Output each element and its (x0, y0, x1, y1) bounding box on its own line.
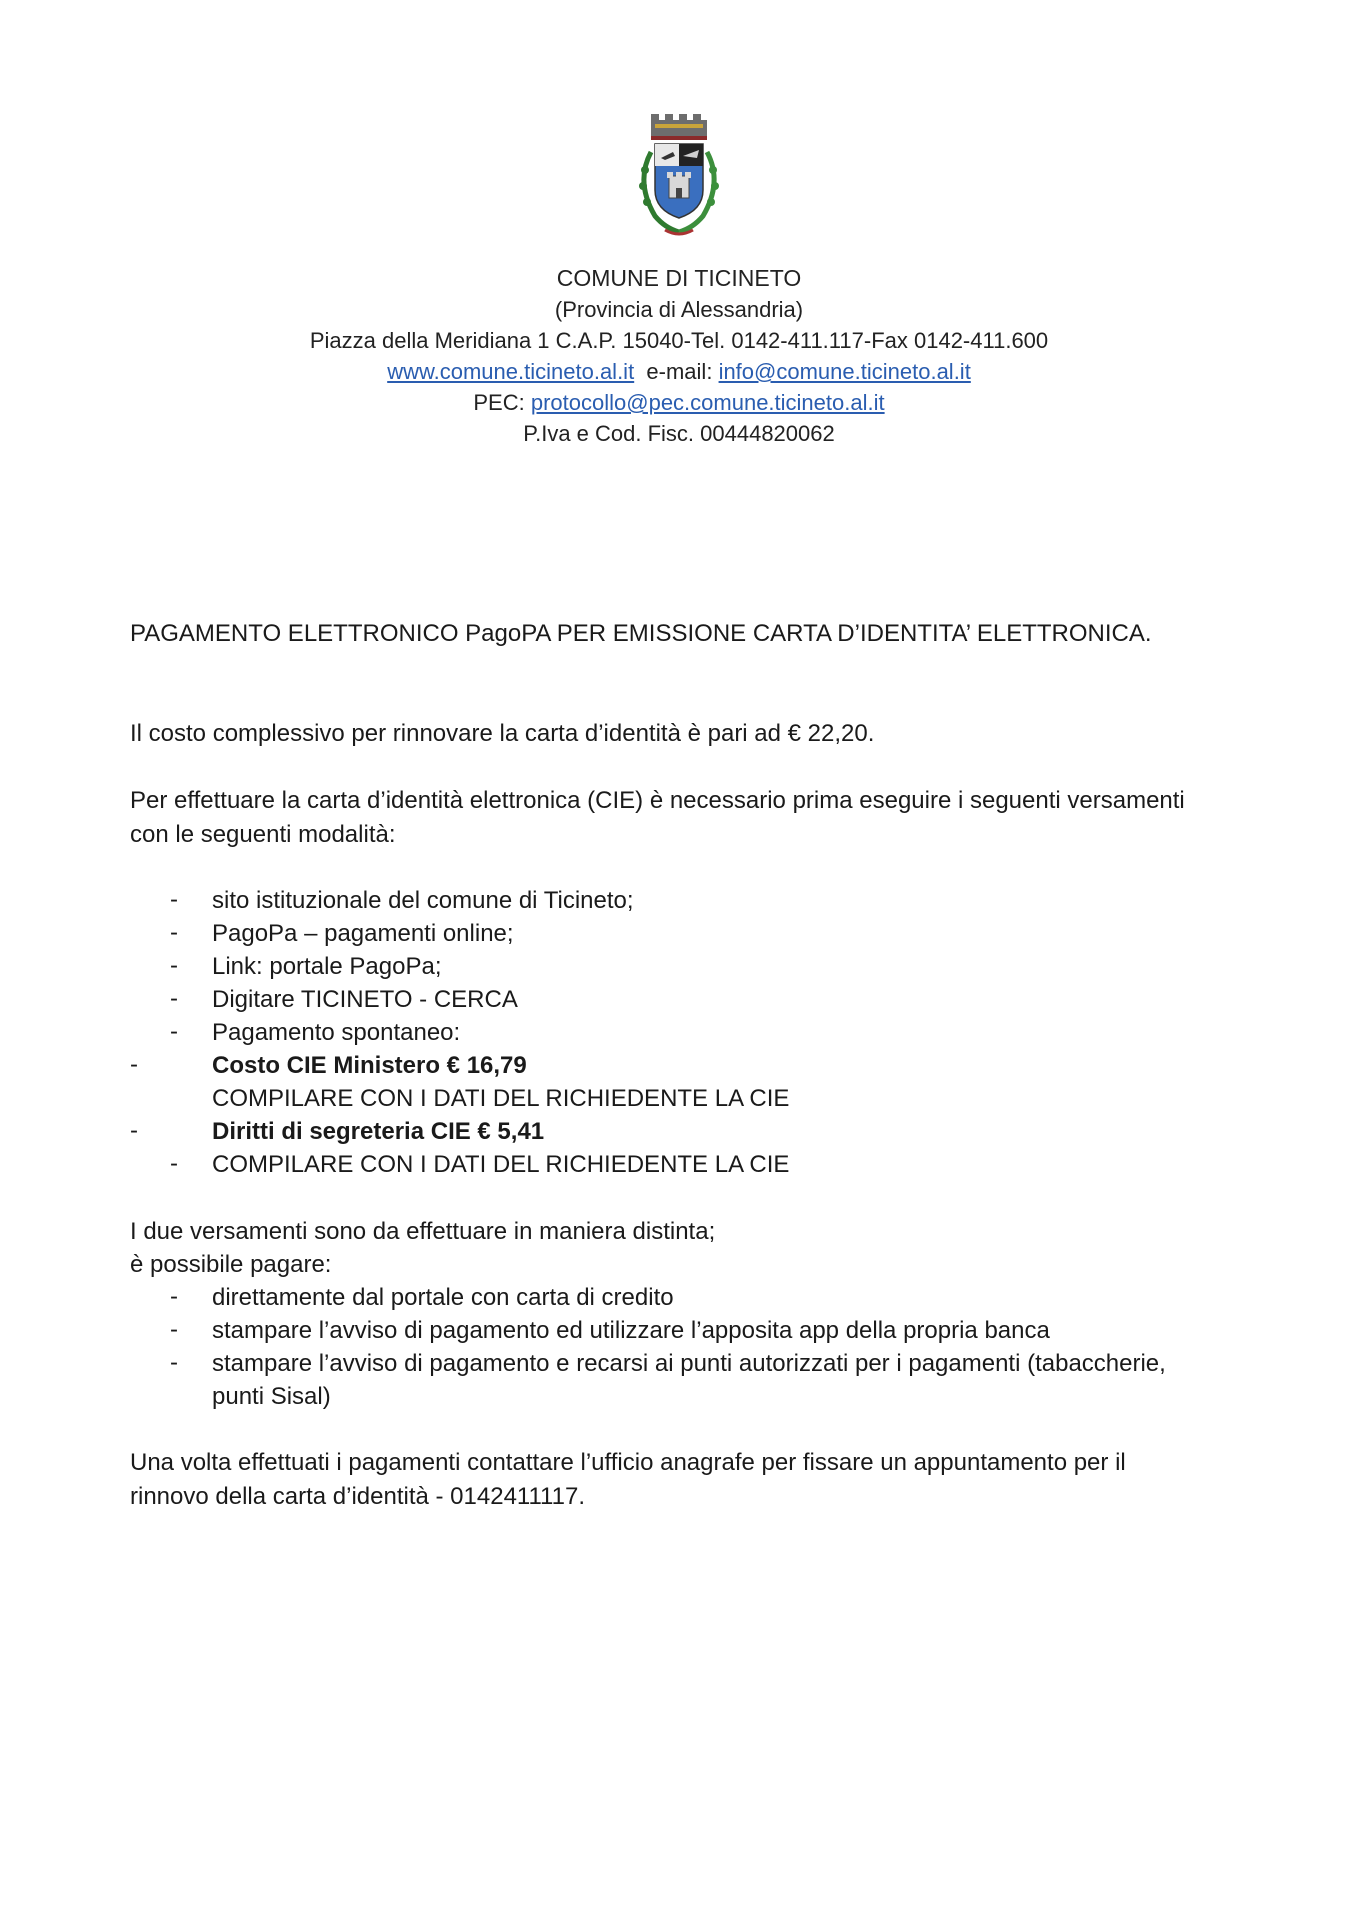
list-item: Pagamento spontaneo: (212, 1019, 461, 1046)
pec-label: PEC: (473, 390, 525, 415)
payment-2-title: Diritti di segreteria CIE € 5,41 (212, 1118, 545, 1145)
list-item: stampare l’avviso di pagamento ed utilizzare l’apposita app della propria banca (212, 1317, 1050, 1344)
pec-link[interactable]: protocollo@pec.comune.ticineto.al.it (530, 390, 885, 415)
intro-line-2: con le seguenti modalità: (130, 821, 396, 848)
list-bullet: - (170, 1349, 178, 1376)
payment-1-title: Costo CIE Ministero € 16,79 (212, 1052, 527, 1079)
list-bullet: - (170, 919, 178, 946)
possible-pay: è possibile pagare: (130, 1251, 332, 1278)
pec-line (0, 387, 1358, 418)
closing-line-2: rinnovo della carta d’identità - 0142411117. (130, 1483, 585, 1510)
list-item: Digitare TICINETO - CERCA (212, 986, 518, 1013)
email-link[interactable]: info@comune.ticineto.al.it (718, 359, 971, 384)
letterhead (0, 263, 1358, 449)
closing-line-1: Una volta effettuati i pagamenti contattare l’ufficio anagrafe per fissare un appuntamento per il (130, 1449, 1126, 1476)
list-item: stampare l’avviso di pagamento e recarsi ai punti autorizzati per i pagamenti (tabaccherie, (212, 1350, 1166, 1377)
list-item: Link: portale PagoPa; (212, 953, 442, 980)
intro-line-1: Per effettuare la carta d’identità elettronica (CIE) è necessario prima eseguire i seguenti versamenti (130, 787, 1185, 814)
separate-note: I due versamenti sono da effettuare in maniera distinta; (130, 1218, 716, 1245)
contacts-line (0, 356, 1358, 387)
list-item: PagoPa – pagamenti online; (212, 920, 514, 947)
list-bullet: - (170, 1018, 178, 1045)
list-item: direttamente dal portale con carta di credito (212, 1284, 674, 1311)
payment-1-note: COMPILARE CON I DATI DEL RICHIEDENTE LA CIE (212, 1085, 790, 1112)
municipal-coat-of-arms-icon (621, 112, 737, 242)
list-bullet: - (170, 886, 178, 913)
document-title: PAGAMENTO ELETTRONICO PagoPA PER EMISSIONE CARTA D’IDENTITA’ ELETTRONICA. (130, 620, 1152, 647)
list-bullet: - (170, 985, 178, 1012)
list-item-continuation: punti Sisal) (212, 1383, 331, 1410)
website-link[interactable]: www.comune.ticineto.al.it (387, 359, 635, 384)
list-bullet: - (170, 952, 178, 979)
list-bullet: - (130, 1051, 138, 1078)
list-item: sito istituzionale del comune di Ticineto; (212, 887, 634, 914)
email-label: e-mail: (646, 359, 713, 384)
list-bullet: - (170, 1283, 178, 1310)
municipality-name: COMUNE DI TICINETO (556, 265, 802, 291)
address-line: Piazza della Meridiana 1 C.A.P. 15040-Tel. 0142-411.117-Fax 0142-411.600 (309, 328, 1049, 353)
list-bullet: - (170, 1150, 178, 1177)
tax-id: P.Iva e Cod. Fisc. 00444820062 (523, 421, 835, 446)
cost-sentence: Il costo complessivo per rinnovare la carta d’identità è pari ad € 22,20. (130, 720, 875, 747)
province: (Provincia di Alessandria) (554, 297, 804, 322)
list-bullet: - (130, 1117, 138, 1144)
payment-2-note: COMPILARE CON I DATI DEL RICHIEDENTE LA CIE (212, 1151, 790, 1178)
list-bullet: - (170, 1316, 178, 1343)
